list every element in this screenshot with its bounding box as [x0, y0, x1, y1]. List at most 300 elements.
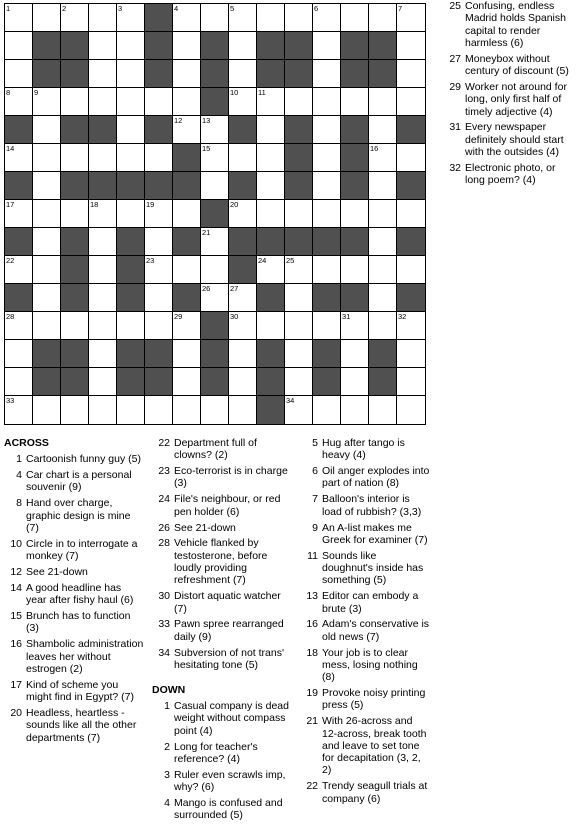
grid-cell[interactable]	[313, 88, 341, 116]
grid-cell[interactable]	[201, 228, 229, 256]
down-clue	[300, 618, 430, 643]
across-clue	[152, 618, 292, 643]
grid-cell-black	[5, 284, 33, 312]
grid-cell[interactable]	[33, 256, 61, 284]
clue-number-label: 1	[16, 453, 22, 466]
grid-cell[interactable]	[5, 4, 33, 32]
across-clue	[152, 437, 292, 462]
grid-cell[interactable]	[145, 312, 173, 340]
clue-number-label: 22	[306, 780, 318, 793]
across-clue	[152, 647, 292, 672]
grid-cell[interactable]	[145, 200, 173, 228]
grid-cell[interactable]	[33, 200, 61, 228]
grid-cell-black	[397, 172, 425, 200]
grid-cell[interactable]	[229, 396, 257, 424]
grid-cell[interactable]	[397, 144, 425, 172]
clue-number: 33	[6, 396, 15, 405]
grid-cell-black	[33, 368, 61, 396]
grid-cell[interactable]	[117, 4, 145, 32]
clue-number: 5	[230, 4, 235, 13]
grid-cell[interactable]	[89, 144, 117, 172]
grid-cell-black	[117, 172, 145, 200]
grid-cell[interactable]	[285, 88, 313, 116]
clue-number-label: 32	[449, 161, 461, 174]
clue-number-label: 4	[16, 469, 22, 482]
grid-cell-black	[145, 60, 173, 88]
grid-cell[interactable]	[117, 144, 145, 172]
clue-number-label: 16	[10, 638, 22, 651]
grid-cell[interactable]	[145, 144, 173, 172]
grid-cell[interactable]	[397, 60, 425, 88]
grid-cell[interactable]	[5, 312, 33, 340]
grid-cell[interactable]	[369, 4, 397, 32]
grid-cell-black	[61, 256, 89, 284]
grid-cell[interactable]	[173, 312, 201, 340]
grid-cell[interactable]	[397, 200, 425, 228]
clue-text: See 21-down	[26, 566, 88, 579]
grid-cell[interactable]	[285, 340, 313, 368]
grid-cell[interactable]	[341, 368, 369, 396]
grid-cell-black	[369, 60, 397, 88]
grid-cell-black	[341, 284, 369, 312]
grid-cell[interactable]	[369, 144, 397, 172]
across-clue	[4, 679, 144, 704]
clue-number-label: 20	[10, 706, 22, 719]
grid-cell-black	[369, 368, 397, 396]
grid-cell[interactable]	[397, 4, 425, 32]
grid-cell[interactable]	[285, 200, 313, 228]
across-clue	[152, 522, 292, 534]
grid-cell-black	[201, 60, 229, 88]
grid-cell[interactable]	[313, 144, 341, 172]
grid-cell-black	[173, 144, 201, 172]
clue-number: 10	[230, 88, 239, 97]
grid-cell-black	[61, 32, 89, 60]
grid-cell-black	[313, 368, 341, 396]
grid-cell-black	[397, 284, 425, 312]
grid-cell[interactable]	[397, 368, 425, 396]
grid-cell-black	[61, 228, 89, 256]
grid-cell[interactable]	[313, 200, 341, 228]
grid-cell[interactable]	[397, 396, 425, 424]
grid-cell-black	[257, 32, 285, 60]
grid-cell-black	[89, 116, 117, 144]
clue-number: 31	[342, 312, 351, 321]
grid-cell-black	[145, 32, 173, 60]
across-clue	[4, 582, 144, 607]
clue-number-label: 1	[164, 700, 170, 713]
grid-cell[interactable]	[285, 368, 313, 396]
grid-cell-black	[89, 172, 117, 200]
grid-cell[interactable]	[89, 396, 117, 424]
grid-cell-black	[397, 228, 425, 256]
clue-column-2	[152, 437, 292, 825]
down-clue	[300, 522, 430, 547]
clue-text: Eco-terrorist is in charge (3)	[174, 465, 288, 490]
grid-cell-black	[33, 32, 61, 60]
grid-cell[interactable]	[313, 32, 341, 60]
clue-number: 4	[174, 4, 179, 13]
clue-number: 21	[202, 228, 211, 237]
grid-cell[interactable]	[313, 172, 341, 200]
grid-cell[interactable]	[5, 200, 33, 228]
clue-text: Mango is confused and surrounded (5)	[174, 796, 283, 822]
grid-cell[interactable]	[369, 172, 397, 200]
down-clue	[300, 493, 430, 518]
grid-cell[interactable]	[369, 284, 397, 312]
grid-cell[interactable]	[33, 284, 61, 312]
grid-cell[interactable]	[117, 88, 145, 116]
grid-cell[interactable]	[229, 312, 257, 340]
grid-cell[interactable]	[341, 88, 369, 116]
grid-cell[interactable]	[341, 396, 369, 424]
grid-cell-black	[313, 340, 341, 368]
grid-cell-black	[285, 144, 313, 172]
clue-text: Circle in to interrogate a monkey (7)	[26, 537, 138, 563]
grid-cell[interactable]	[117, 312, 145, 340]
clue-number-label: 23	[158, 465, 170, 478]
grid-cell-black	[201, 312, 229, 340]
clue-number: 25	[286, 256, 295, 265]
clue-number-label: 12	[10, 566, 22, 579]
grid-cell-black	[313, 228, 341, 256]
down-clue	[443, 0, 573, 49]
down-clue	[300, 647, 430, 684]
down-clue	[300, 550, 430, 587]
grid-cell[interactable]	[313, 60, 341, 88]
grid-cell-black	[257, 340, 285, 368]
clue-text: Car chart is a personal souvenir (9)	[26, 469, 132, 494]
grid-cell-black	[341, 60, 369, 88]
clue-number-label: 29	[449, 80, 461, 93]
grid-cell-black	[145, 368, 173, 396]
grid-cell-black	[257, 60, 285, 88]
grid-cell-black	[257, 396, 285, 424]
grid-cell-black	[5, 228, 33, 256]
clue-number: 24	[258, 256, 267, 265]
grid-cell[interactable]	[5, 256, 33, 284]
grid-cell[interactable]	[89, 284, 117, 312]
grid-cell[interactable]	[397, 32, 425, 60]
grid-cell[interactable]	[313, 4, 341, 32]
clue-text: Balloon's interior is load of rubbish? (3,3)	[322, 493, 422, 518]
grid-cell-black	[61, 172, 89, 200]
clue-text: Kind of scheme you might find in Egypt? (7)	[26, 678, 134, 704]
clue-number: 22	[6, 256, 15, 265]
grid-cell[interactable]	[117, 396, 145, 424]
grid-cell[interactable]	[397, 256, 425, 284]
grid-cell[interactable]	[173, 200, 201, 228]
grid-cell[interactable]	[229, 144, 257, 172]
grid-cell[interactable]	[201, 396, 229, 424]
clue-number-label: 25	[449, 0, 461, 12]
grid-cell[interactable]	[229, 284, 257, 312]
grid-cell[interactable]	[285, 396, 313, 424]
grid-cell[interactable]	[173, 60, 201, 88]
grid-cell-black	[201, 32, 229, 60]
clue-number-label: 17	[10, 678, 22, 691]
down-clue	[300, 780, 430, 805]
grid-cell[interactable]	[173, 256, 201, 284]
clue-number-label: 4	[164, 796, 170, 809]
grid-cell-black	[173, 284, 201, 312]
grid-cell[interactable]	[117, 60, 145, 88]
grid-cell[interactable]	[257, 312, 285, 340]
grid-cell[interactable]	[89, 88, 117, 116]
clue-text: Subversion of not trans' hesitating tone (5)	[174, 646, 284, 671]
grid-cell[interactable]	[229, 368, 257, 396]
grid-cell[interactable]	[201, 144, 229, 172]
grid-cell[interactable]	[201, 284, 229, 312]
clue-number-label: 22	[158, 437, 170, 449]
grid-cell[interactable]	[229, 4, 257, 32]
grid-cell[interactable]	[61, 4, 89, 32]
grid-cell[interactable]	[5, 60, 33, 88]
clue-number-label: 16	[306, 618, 318, 631]
clue-text: Distort aquatic watcher (7)	[174, 590, 281, 615]
clue-number: 34	[286, 396, 295, 405]
grid-cell[interactable]	[341, 4, 369, 32]
grid-cell-black	[341, 32, 369, 60]
grid-cell[interactable]	[313, 312, 341, 340]
grid-cell[interactable]	[61, 312, 89, 340]
grid-cell[interactable]	[145, 256, 173, 284]
grid-cell[interactable]	[369, 312, 397, 340]
grid-cell[interactable]	[173, 116, 201, 144]
grid-cell[interactable]	[257, 172, 285, 200]
grid-cell-black	[341, 172, 369, 200]
grid-cell[interactable]	[89, 228, 117, 256]
grid-cell[interactable]	[313, 396, 341, 424]
clue-number: 1	[6, 4, 11, 13]
grid-cell[interactable]	[145, 88, 173, 116]
grid-cell[interactable]	[89, 32, 117, 60]
clue-number: 23	[146, 256, 155, 265]
grid-cell[interactable]	[341, 312, 369, 340]
down-clue	[300, 715, 430, 776]
grid-cell-black	[117, 284, 145, 312]
grid-cell[interactable]	[33, 4, 61, 32]
grid-cell[interactable]	[61, 396, 89, 424]
grid-cell-black	[117, 228, 145, 256]
down-clue	[300, 465, 430, 490]
down-clue	[300, 590, 430, 615]
grid-cell-black	[229, 116, 257, 144]
grid-cell-black	[229, 172, 257, 200]
grid-cell[interactable]	[61, 144, 89, 172]
grid-cell[interactable]	[229, 200, 257, 228]
grid-cell-black	[257, 368, 285, 396]
grid-cell[interactable]	[369, 228, 397, 256]
clue-number-label: 28	[158, 537, 170, 550]
down-clue	[443, 162, 573, 187]
clue-number-label: 18	[306, 646, 318, 659]
clue-text: See 21-down	[174, 521, 236, 534]
across-clue	[4, 566, 144, 578]
grid-cell[interactable]	[5, 88, 33, 116]
grid-cell[interactable]	[257, 256, 285, 284]
across-heading: ACROSS	[4, 437, 49, 449]
clue-text: Provoke noisy printing press (5)	[322, 687, 426, 712]
grid-cell[interactable]	[117, 116, 145, 144]
grid-cell[interactable]	[369, 256, 397, 284]
clue-number-label: 15	[10, 610, 22, 623]
grid-cell[interactable]	[117, 32, 145, 60]
grid-cell[interactable]	[341, 256, 369, 284]
grid-cell[interactable]	[5, 32, 33, 60]
grid-cell[interactable]	[89, 368, 117, 396]
grid-cell[interactable]	[229, 32, 257, 60]
grid-cell[interactable]	[173, 32, 201, 60]
grid-cell[interactable]	[145, 284, 173, 312]
grid-cell[interactable]	[285, 4, 313, 32]
clue-number: 9	[34, 88, 39, 97]
clue-number: 29	[174, 312, 183, 321]
grid-cell[interactable]	[89, 4, 117, 32]
grid-cell[interactable]	[397, 312, 425, 340]
clue-number: 30	[230, 312, 239, 321]
grid-cell[interactable]	[61, 200, 89, 228]
grid-cell[interactable]	[5, 144, 33, 172]
grid-cell[interactable]	[201, 4, 229, 32]
grid-cell-black	[61, 116, 89, 144]
grid-cell[interactable]	[5, 396, 33, 424]
clue-text: Cartoonish funny guy (5)	[26, 453, 141, 466]
clue-text: Hand over charge, graphic design is mine (7)	[26, 497, 131, 534]
clue-number: 32	[398, 312, 407, 321]
clue-number: 13	[202, 116, 211, 125]
grid-cell[interactable]	[369, 200, 397, 228]
clue-number: 27	[230, 284, 239, 293]
grid-cell[interactable]	[89, 60, 117, 88]
clue-text: File's neighbour, or red pen holder (6)	[174, 493, 281, 518]
grid-cell[interactable]	[201, 116, 229, 144]
grid-cell[interactable]	[33, 172, 61, 200]
grid-cell[interactable]	[61, 88, 89, 116]
grid-cell[interactable]	[33, 144, 61, 172]
grid-cell[interactable]	[313, 256, 341, 284]
grid-cell[interactable]	[229, 88, 257, 116]
grid-cell[interactable]	[285, 312, 313, 340]
grid-cell-black	[201, 200, 229, 228]
grid-cell[interactable]	[397, 88, 425, 116]
grid-cell[interactable]	[313, 116, 341, 144]
grid-cell[interactable]	[33, 396, 61, 424]
grid-cell[interactable]	[341, 200, 369, 228]
grid-cell[interactable]	[33, 116, 61, 144]
across-clue	[152, 537, 292, 586]
clue-text: Trendy seagull trials at company (6)	[322, 780, 428, 805]
clue-text: Long for teacher's reference? (4)	[174, 740, 258, 765]
grid-cell-black	[285, 32, 313, 60]
grid-cell-black	[173, 228, 201, 256]
down-clue	[152, 769, 292, 794]
clue-text: Editor can embody a brute (3)	[322, 590, 419, 615]
grid-cell[interactable]	[201, 172, 229, 200]
across-clue	[4, 610, 144, 635]
clue-number: 19	[146, 200, 155, 209]
grid-cell[interactable]	[173, 88, 201, 116]
grid-cell-black	[341, 228, 369, 256]
grid-cell[interactable]	[257, 116, 285, 144]
clue-number: 18	[90, 200, 99, 209]
grid-cell[interactable]	[89, 200, 117, 228]
clue-number-label: 13	[306, 590, 318, 603]
grid-cell[interactable]	[173, 396, 201, 424]
clue-text: Moneybox without century of discount (5)	[465, 52, 569, 78]
down-clue	[152, 700, 292, 737]
clue-number: 15	[202, 144, 211, 153]
grid-cell[interactable]	[173, 4, 201, 32]
clue-text: A good headline has year after fishy haul (6)	[26, 581, 134, 607]
grid-cell[interactable]	[229, 340, 257, 368]
clue-text: Adam's conservative is old news (7)	[322, 618, 430, 643]
grid-cell[interactable]	[33, 88, 61, 116]
grid-cell[interactable]	[33, 312, 61, 340]
grid-cell[interactable]	[257, 88, 285, 116]
clue-number-label: 27	[449, 52, 461, 65]
grid-cell[interactable]	[89, 340, 117, 368]
clue-number-label: 5	[312, 437, 318, 449]
grid-cell[interactable]	[257, 200, 285, 228]
clue-text: With 26-across and 12-across, break tooth and leave to set tone for decapitation (3, 2, 2)	[322, 715, 427, 777]
grid-cell-black	[341, 144, 369, 172]
grid-cell[interactable]	[117, 200, 145, 228]
grid-cell[interactable]	[173, 340, 201, 368]
across-clue	[4, 538, 144, 563]
grid-cell[interactable]	[145, 396, 173, 424]
clue-text: Shambolic administration leaves her without estrogen (2)	[26, 638, 144, 675]
grid-cell[interactable]	[397, 340, 425, 368]
grid-cell[interactable]	[229, 60, 257, 88]
grid-cell[interactable]	[145, 228, 173, 256]
grid-cell[interactable]	[89, 256, 117, 284]
grid-cell[interactable]	[89, 312, 117, 340]
grid-cell[interactable]	[173, 368, 201, 396]
down-clue	[300, 437, 430, 462]
clue-number-label: 26	[158, 521, 170, 534]
clue-number: 7	[398, 4, 403, 13]
clue-number-label: 2	[164, 740, 170, 753]
grid-cell[interactable]	[369, 396, 397, 424]
grid-cell[interactable]	[257, 144, 285, 172]
clue-text: Confusing, endless Madrid holds Spanish capital to render harmless (6)	[465, 0, 566, 49]
grid-cell[interactable]	[369, 116, 397, 144]
grid-cell[interactable]	[33, 228, 61, 256]
grid-cell[interactable]	[201, 256, 229, 284]
across-clue	[4, 497, 144, 534]
clue-number-label: 7	[312, 493, 318, 506]
clue-number-label: 14	[10, 581, 22, 594]
grid-cell-black	[257, 284, 285, 312]
grid-cell[interactable]	[285, 284, 313, 312]
clue-text: Electronic photo, or long poem? (4)	[465, 161, 556, 187]
grid-cell[interactable]	[285, 256, 313, 284]
grid-cell[interactable]	[5, 368, 33, 396]
across-clue	[152, 493, 292, 518]
grid-cell-black	[33, 340, 61, 368]
grid-cell[interactable]	[5, 340, 33, 368]
grid-cell-black	[117, 256, 145, 284]
grid-cell[interactable]	[257, 4, 285, 32]
clue-text: Pawn spree rearranged daily (9)	[174, 618, 284, 643]
grid-cell-black	[369, 340, 397, 368]
clue-number: 28	[6, 312, 15, 321]
grid-cell[interactable]	[341, 340, 369, 368]
grid-cell-black	[117, 340, 145, 368]
clue-number-label: 6	[312, 465, 318, 478]
grid-cell[interactable]	[369, 88, 397, 116]
